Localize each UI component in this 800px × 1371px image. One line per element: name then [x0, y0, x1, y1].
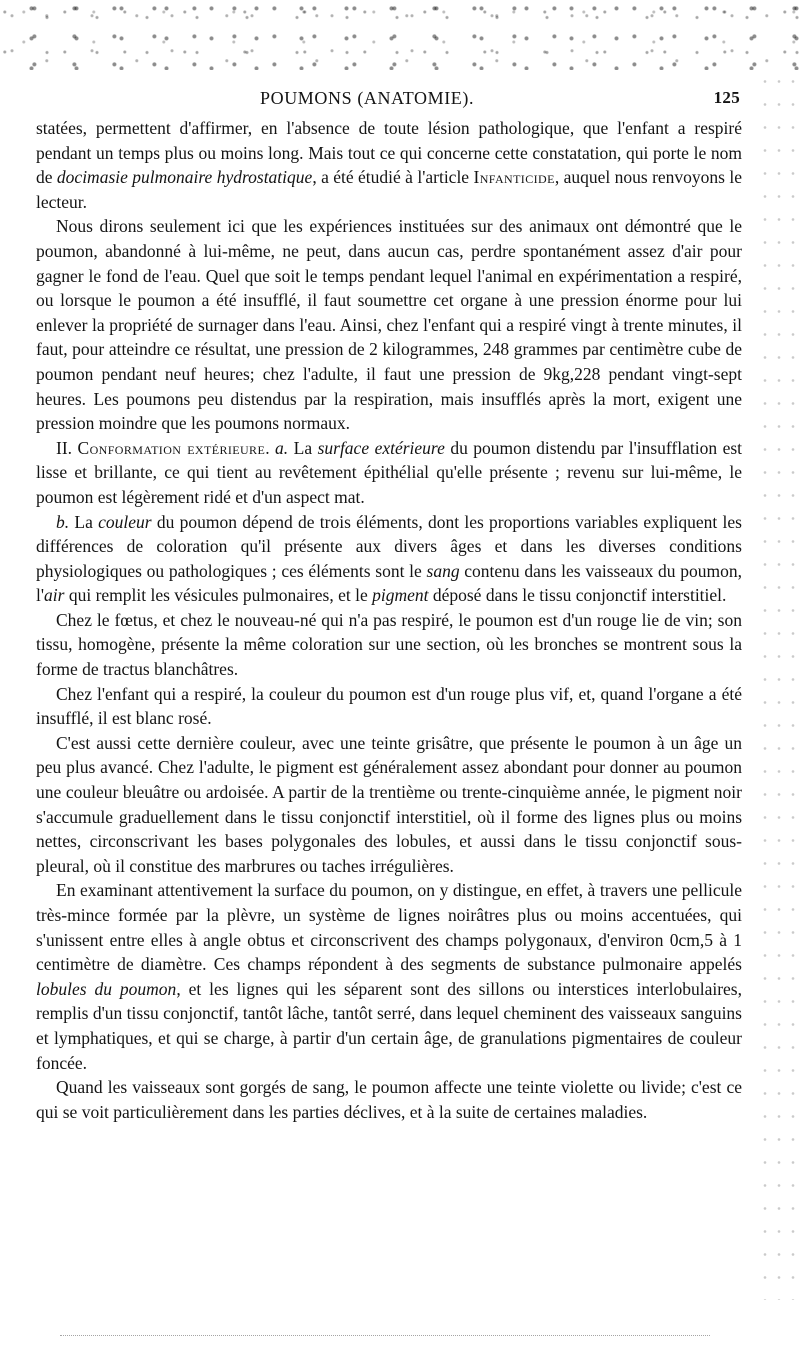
paragraph-2: Nous dirons seulement ici que les expériences instituées sur des animaux ont démontré que le poumon, abandonné à lui-même, ne peut, dans aucun cas, perdre spontanément assez d'air pour gagner le fond de l'eau. Quel que soit le temps pendant lequel l'animal en expérimentation a respiré, ou lorsque le poumon a été insufflé, il faut soumettre cet organe à une pression énorme pour lui enlever la propriété de surnager dans l'eau. Ainsi, chez l'enfant qui a respiré vingt à trente minutes, il faut, pour atteindre ce résultat, une pression de 2 kilogrammes, 248 grammes par centimètre cube de poumon pendant neuf heures; chez l'adulte, il faut une pression de 9kg,228 pendant vingt-sept heures. Les poumons peu distendus par la respiration, mais insufflés après la mort, exigent une pression moindre que les poumons normaux.	[36, 216, 742, 434]
page-number: 125	[713, 88, 740, 107]
paragraph-4: b. La couleur du poumon dépend de trois éléments, dont les proportions variables expliquent les différences de coloration qu'il présente aux divers âges et dans les diverses conditions physiologiques ou pathologiques ; ces éléments sont le sang contenu dans les vaisseaux du poumon, l'air qui remplit les vésicules pulmonaires, et le pigment déposé dans le tissu conjonctif interstitiel.	[36, 511, 742, 606]
term-air: air	[44, 585, 65, 606]
term-docimasie: docimasie pulmonaire hydrostatique	[56, 167, 313, 188]
section-heading: Conformation extérieure	[77, 437, 266, 458]
term-lobules: lobules du poumon	[36, 978, 177, 999]
scan-noise-right-edge	[758, 70, 800, 1300]
paragraph-6: Chez l'enfant qui a respiré, la couleur du poumon est d'un rouge plus vif, et, quand l'organe a été insufflé, il est blanc rosé.	[36, 683, 742, 729]
paragraph-3: II. Conformation extérieure. a. La surface extérieure du poumon distendu par l'insufflation est lisse et brillante, ce qui tient au revêtement épithélial qu'elle présente ; revenu sur lui-même, le poumon est légèrement ridé et d'un aspect mat.	[36, 437, 743, 507]
paragraph-9: Quand les vaisseaux sont gorgés de sang, le poumon affecte une teinte violette ou livide; c'est ce qui se voit particulièrement dans les parties déclives, et à la suite de certaines maladies.	[36, 1077, 742, 1122]
scan-footer-noise	[60, 1335, 710, 1338]
term-surface: surface extérieure	[317, 437, 445, 458]
term-sang: sang	[426, 560, 460, 581]
term-pigment: pigment	[372, 585, 429, 606]
paragraph-7: C'est aussi cette dernière couleur, avec une teinte grisâtre, que présente le poumon à un âge un peu plus avancé. Chez l'adulte, le pigment est généralement assez abondant pour donner au poumon une couleur bleuâtre ou ardoisée. A partir de la trentième ou trente-cinquième année, le pigment noir s'accumule graduellement dans le tissu conjonctif interstitiel, où il forme des lignes plus ou moins nettes, circonscrivant les bases polygonales des lobules, et aussi dans le tissu conjonctif sous-pleural, où il constitue des marbrures ou taches irrégulières.	[36, 732, 742, 876]
body-text	[36, 116, 742, 1124]
page-header	[40, 88, 740, 112]
cross-reference: Infanticide	[473, 167, 555, 188]
paragraph-5: Chez le fœtus, et chez le nouveau-né qui n'a pas respiré, le poumon est d'un rouge lie de vin; son tissu, homogène, présente la même coloration sur une section, où les bronches se montrent sous la forme de tractus blanchâtres.	[36, 609, 742, 680]
paragraph-1: statées, permettent d'affirmer, en l'absence de toute lésion pathologique, que l'enfant a respiré pendant un temps plus ou moins long. Mais tout ce qui concerne cette constatation, qui porte le nom de docimasie pulmonaire hydrostatique, a été étudié à l'article Infanticide, auquel nous renvoyons le lecteur.	[36, 118, 743, 212]
running-head: POUMONS (ANATOMIE).	[260, 88, 475, 108]
term-couleur: couleur	[98, 511, 152, 532]
scan-noise-top	[0, 0, 800, 70]
paragraph-8: En examinant attentivement la surface du poumon, on y distingue, en effet, à travers une pellicule très-mince formée par la plèvre, un système de lignes noirâtres plus ou moins accentuées, qui s'unissent entre elles à angle obtus et circonscrivent des champs polygonaux, d'environ 0cm,5 à 1 centimètre de diamètre. Ces champs répondent à des segments de substance pulmonaire appelés lobules du poumon, et les lignes qui les séparent sont des sillons ou interstices interlobulaires, remplis d'un tissu conjonctif, tantôt lâche, tantôt serré, dans lequel cheminent des vaisseaux sanguins et lymphatiques, et qui se charge, à partir d'un certain âge, de granulations pigmentaires de couleur foncée.	[36, 880, 742, 1073]
